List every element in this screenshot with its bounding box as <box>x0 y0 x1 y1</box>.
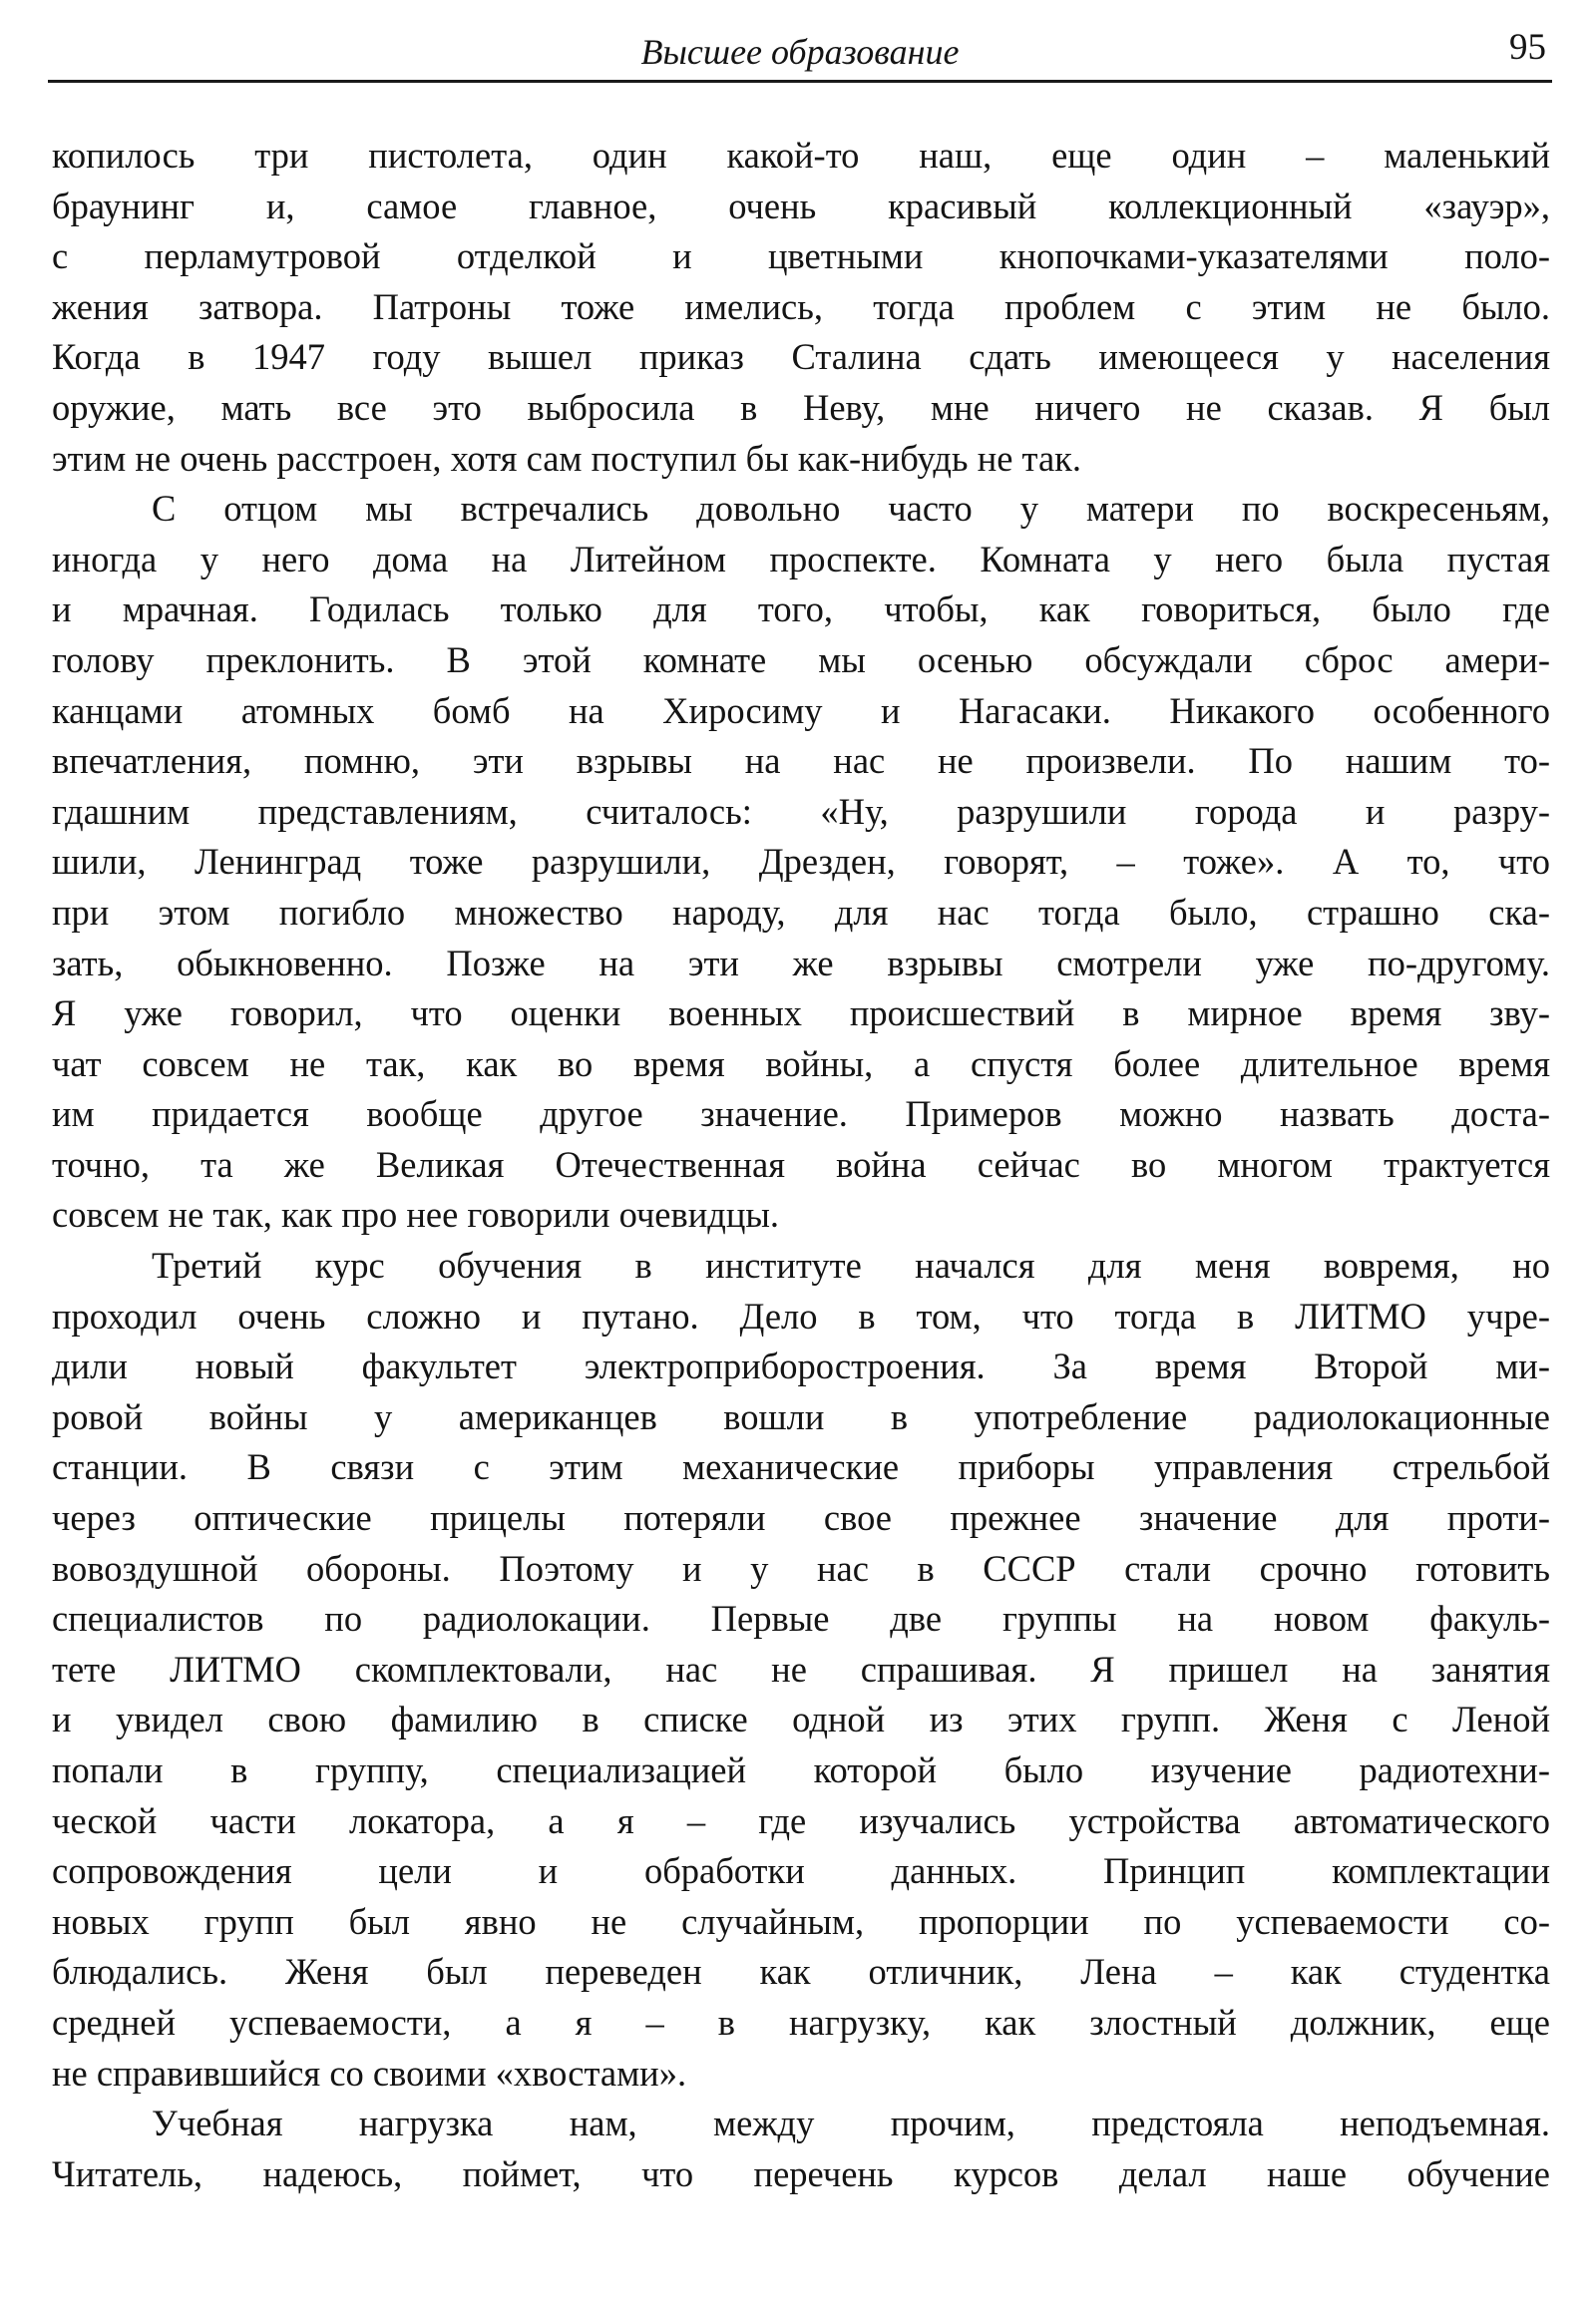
body-text <box>52 131 1550 2199</box>
text-line: С отцом мы встречались довольно часто у матери по воскресеньям, <box>152 488 1550 530</box>
text-line: ровой войны у американцев вошли в употребление радиолокационные <box>52 1395 1550 1437</box>
text-line: канцами атомных бомб на Хиросиму и Нагасаки. Никакого особенного <box>52 689 1550 731</box>
text-line: дили новый факультет электроприборостроения. За время Второй ми- <box>52 1346 1550 1387</box>
text-line: Я уже говорил, что оценки военных происшествий в мирное время зву- <box>52 992 1550 1034</box>
text-line: точно, та же Великая Отечественная война сейчас во многом трактуется <box>52 1143 1550 1185</box>
text-line: новых групп был явно не случайным, пропорции по успеваемости со- <box>52 1900 1550 1942</box>
text-line: с перламутровой отделкой и цветными кнопочками-указателями поло- <box>52 235 1550 277</box>
text-line: и увидел свою фамилию в списке одной из этих групп. Женя с Леной <box>52 1699 1550 1740</box>
text-line: Когда в 1947 году вышел приказ Сталина сдать имеющееся у населения <box>52 336 1550 378</box>
text-line: и мрачная. Годилась только для того, чтобы, как говориться, было где <box>52 588 1550 630</box>
text-line: шили, Ленинград тоже разрушили, Дрезден, говорят, – тоже». А то, что <box>52 841 1550 883</box>
text-line: тете ЛИТМО скомплектовали, нас не спрашивая. Я пришел на занятия <box>52 1648 1550 1690</box>
paragraph-3 <box>52 1241 1550 2099</box>
text-line: не справившийся со своими «хвостами». <box>52 2052 687 2094</box>
text-line: сопровождения цели и обработки данных. Принцип комплектации <box>52 1850 1550 1892</box>
text-line: при этом погибло множество народу, для нас тогда было, страшно ска- <box>52 891 1550 933</box>
page-header <box>48 22 1552 83</box>
paragraph-1 <box>52 131 1550 484</box>
text-line: совсем не так, как про нее говорили очевидцы. <box>52 1194 780 1236</box>
text-line: оружие, мать все это выбросила в Неву, мне ничего не сказав. Я был <box>52 386 1550 428</box>
page-number: 95 <box>1509 27 1546 68</box>
text-line: вовоздушной обороны. Поэтому и у нас в СССР стали срочно готовить <box>52 1547 1550 1589</box>
text-line: гдашним представлениям, считалось: «Ну, разрушили города и разру- <box>52 790 1550 832</box>
text-line: станции. В связи с этим механические приборы управления стрельбой <box>52 1446 1550 1488</box>
text-line: попали в группу, специализацией которой было изучение радиотехни- <box>52 1749 1550 1790</box>
text-line: впечатления, помню, эти взрывы на нас не произвели. По нашим то- <box>52 740 1550 782</box>
text-line: проходил очень сложно и путано. Дело в том, что тогда в ЛИТМО учре- <box>52 1295 1550 1337</box>
paragraph-2 <box>52 484 1550 1241</box>
text-line: браунинг и, самое главное, очень красивый коллекционный «зауэр», <box>52 185 1550 226</box>
text-line: Учебная нагрузка нам, между прочим, предстояла неподъемная. <box>152 2103 1550 2144</box>
text-line: блюдались. Женя был переведен как отличник, Лена – как студентка <box>52 1951 1550 1993</box>
text-line: этим не очень расстроен, хотя сам поступил бы как-нибудь не так. <box>52 437 1082 479</box>
text-line: чат совсем не так, как во время войны, а спустя более длительное время <box>52 1042 1550 1084</box>
text-line: через оптические прицелы потеряли свое прежнее значение для проти- <box>52 1497 1550 1539</box>
text-line: Читатель, надеюсь, поймет, что перечень курсов делал наше обучение <box>52 2152 1550 2194</box>
text-line: иногда у него дома на Литейном проспекте. Комната у него была пустая <box>52 538 1550 579</box>
text-line: ческой части локатора, а я – где изучались устройства автоматического <box>52 1799 1550 1841</box>
paragraph-4 <box>52 2099 1550 2199</box>
text-line: зать, обыкновенно. Позже на эти же взрывы смотрели уже по-другому. <box>52 942 1550 983</box>
running-header-title: Высшее образование <box>640 32 960 72</box>
text-line: специалистов по радиолокации. Первые две группы на новом факуль- <box>52 1598 1550 1640</box>
text-line: средней успеваемости, а я – в нагрузку, как злостный должник, еще <box>52 2001 1550 2043</box>
text-line: жения затвора. Патроны тоже имелись, тогда проблем с этим не было. <box>52 285 1550 327</box>
text-line: копилось три пистолета, один какой-то наш, еще один – маленький <box>52 135 1550 176</box>
text-line: Третий курс обучения в институте начался для меня вовремя, но <box>152 1245 1550 1287</box>
text-line: им придается вообще другое значение. Примеров можно назвать доста- <box>52 1093 1550 1135</box>
text-line: голову преклонить. В этой комнате мы осенью обсуждали сброс амери- <box>52 638 1550 680</box>
